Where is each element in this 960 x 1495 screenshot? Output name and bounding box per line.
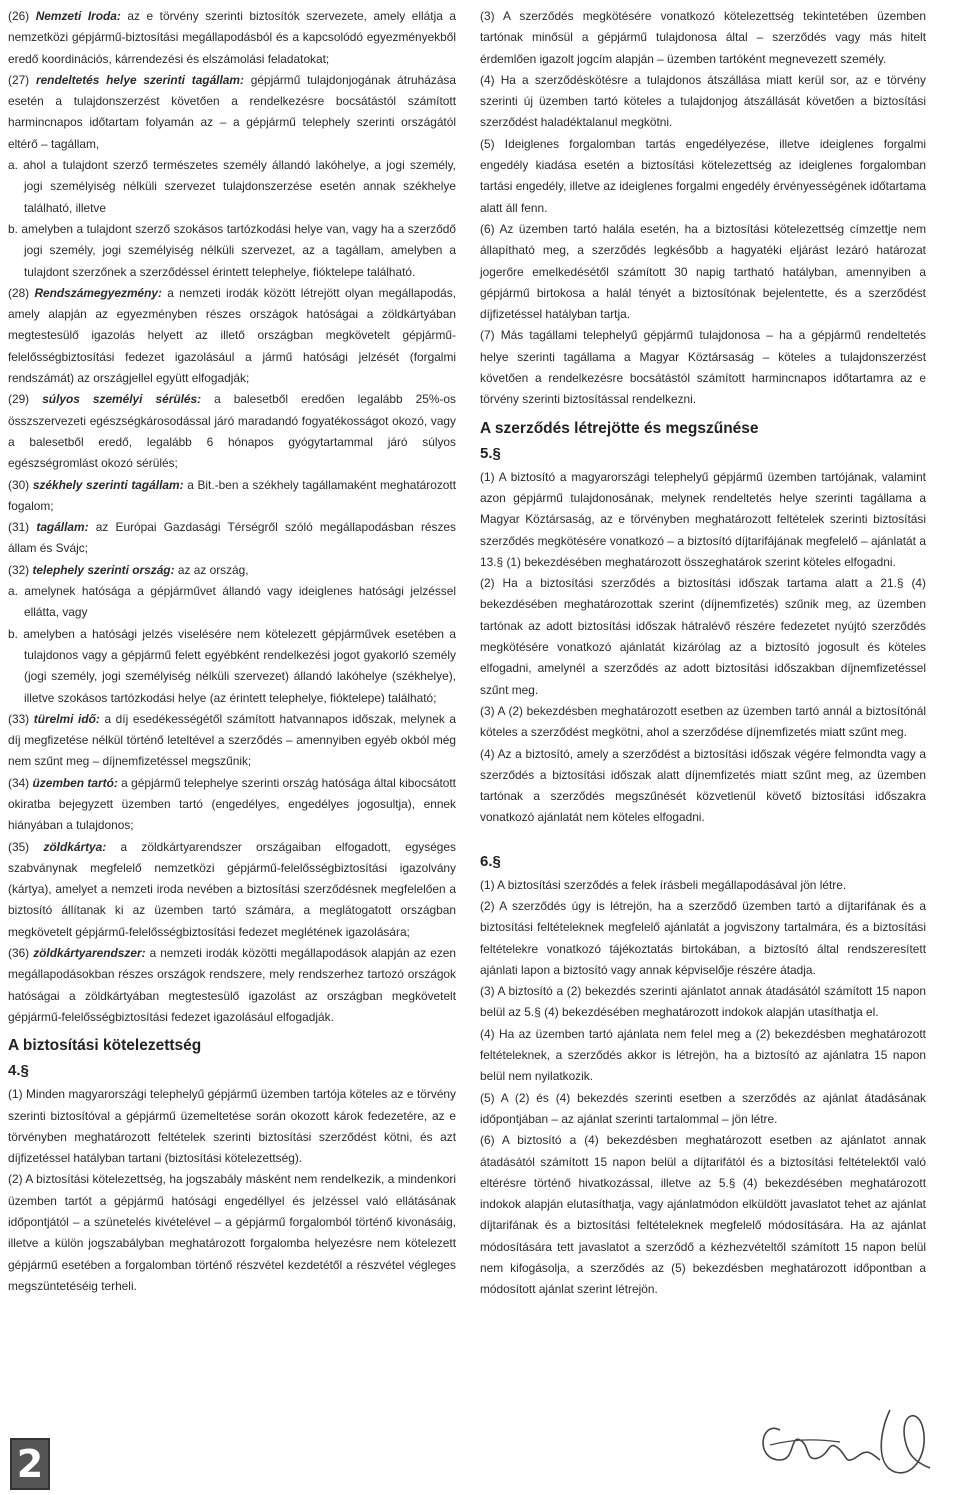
section-heading-insurance-obligation: A biztosítási kötelezettség xyxy=(8,1037,202,1055)
term: székhely szerinti tagállam: xyxy=(32,477,184,492)
paragraph-4-3: (3) A szerződés megkötésére vonatkozó kötelezettség tekintetében üzemben tartónak minősül a gépjármű tulajdonosa által – szerződés vagy más hitelt érdemlően igazolt jogcím alapján – üzemben tartóként megnevezett személy. xyxy=(480,9,926,66)
definition-30: (30) székhely szerinti tagállam: a Bit.-ben a székhely tagállamaként meghatározott fogalom; xyxy=(8,477,456,513)
paragraph-6-2: (2) A szerződés úgy is létrejön, ha a szerződő üzemben tartó a díjtarifának és a biztosítási feltételeknek megfelelő ajánlatát a jogviszony tartalmára, és a biztosítási feltételekre vonatkozó tájékoztatás birtokában, a biztosító által rendszeresített ajánlati lapon a biztosító vagy annak képviselője részére átadja. xyxy=(480,898,926,977)
page-number: 2 xyxy=(10,1438,50,1490)
paragraph-6-5: (5) A (2) és (4) bekezdés szerinti esetben a szerződés az ajánlat átadásának időpontjában – az ajánlat szerinti tartalommal – jön létre. xyxy=(480,1090,926,1126)
definition-32-b: b. amelyben a hatósági jelzés viselésére nem kötelezett gépjárművek esetében a tulajdonos vagy a gépjármű felett egyébként rendelkezési jogot gyakorló személy (jogi személy, jogi személyiség nélküli szervezet) állandó lakóhelye (székhelye), illetve szokásos tartózkodási helye (az érintett telephelye, fióktelepe) található; xyxy=(8,626,456,705)
definition-35: (35) zöldkártya: a zöldkártyarendszer országaiban elfogadott, egységes szabványnak megfelelő nemzetközi gépjármű-felelősségbiztosítási igazolvány (kártya), amelyet a nemzeti iroda nevében a biztosítási szerződésnek megfelelően a biztosító állítanak ki az üzemben tartó számára, a meglátogatott országban megkövetelt gépjármű-felelősségbiztosítási fedezet meglétének igazolására; xyxy=(8,839,456,939)
paragraph-4-4: (4) Ha a szerződéskötésre a tulajdonos átszállása miatt kerül sor, az e törvény szerinti új üzemben tartó köteles a tulajdonjog átszállását követően a biztosítási szerződést haladéktalanul megkötni. xyxy=(480,72,926,130)
paragraph-4-5: (5) Ideiglenes forgalomban tartás engedélyezése, illetve ideiglenes forgalmi engedély kiadása esetén a biztosítási kötelezettség az ideiglenes forgalomban tartási engedély, illetve az ideiglenes forgalmi engedély érvényességének időtartama alatt áll fenn. xyxy=(480,136,926,215)
definition-27-a: a. ahol a tulajdont szerző természetes személy állandó lakóhelye, a jogi személy, jogi személyiség nélküli szervezet tulajdonszerzése esetén annak székhelye található, illetve xyxy=(8,158,456,215)
section-heading-contract: A szerződés létrejötte és megszűnése xyxy=(480,419,759,437)
definition-33: (33) türelmi idő: a díj esedékességétől számított hatvannapos időszak, melynek a díj megfizetése nélkül történő leteltével a szerződés – amennyiben egyéb okból még nem szűnt meg – díjnemfizetéssel megszűnik; xyxy=(8,711,456,769)
section-number-6: 6.§ xyxy=(480,852,501,870)
paragraph-5-1: (1) A biztosító a magyarországi telephelyű gépjármű üzemben tartójának, valamint azon gépjármű tulajdonosának, melynek rendeltetés helye szerinti tagállama a Magyar Köztársaság, az e törvényben meghatározott feltételek szerinti biztosítási szerződés megkötésére vonatkozó – a biztosító díjtarifájának megfelelő – ajánlatát a 13.§ (1) bekezdésében meghatározott összeghatárok szerint köteles elfogadni. xyxy=(480,469,926,569)
paragraph-6-3: (3) A biztosító a (2) bekezdés szerinti ajánlatot annak átadásától számított 15 napon belül az 5.§ (4) bekezdésében meghatározott indokok alapján utasíthatja el. xyxy=(480,984,926,1020)
paragraph-6-1: (1) A biztosítási szerződés a felek írásbeli megállapodásával jön létre. xyxy=(480,877,847,892)
definition-26: (26) Nemzeti Iroda: az e törvény szerinti biztosítók szervezete, amely ellátja a nemzetközi gépjármű-biztosítási megállapodásból és a kapcsolódó egyezményekből eredő koordinációs, kárrendezési és elszámolási feladatokat; xyxy=(8,9,456,66)
term: rendeltetés helye szerinti tagállam: xyxy=(35,72,244,87)
paragraph-4-1: (1) Minden magyarországi telephelyű gépjármű üzemben tartója köteles az e törvény szerinti biztosítóval a gépjármű üzemeltetése során okozott károk fedezetére, az e törvényben meghatározott feltételek szerinti biztosítási szerződést kötni, és azt díjfizetéssel hatályban tartani (biztosítási kötelezettség). xyxy=(8,1087,456,1166)
definition-29: (29) súlyos személyi sérülés: a balesetből eredően legalább 25%-os összszervezeti egészségkárosodással járó maradandó fogyatékosságot okozó, vagy a balesetből eredő, legalább 6 hónapos gyógytartammal járó súlyos egészségromlást okozó sérülés; xyxy=(8,392,456,471)
spacer xyxy=(480,829,926,851)
term: Rendszámegyezmény: xyxy=(34,285,162,300)
paragraph-5-4: (4) Az a biztosító, amely a szerződést a biztosítási időszak végére felmondta vagy a szerződés a biztosítási időszak alatt díjnemfizetés miatt szűnt meg, az üzemben tartónak a szerződés megszűnését közvetlenül követő biztosítási időszakra vonatkozó ajánlatát nem köteles elfogadni. xyxy=(480,746,926,825)
definition-32: (32) telephely szerinti ország: az az ország, xyxy=(8,562,249,577)
term: türelmi idő: xyxy=(33,711,100,726)
definition-31: (31) tagállam: az Európai Gazdasági Térségről szóló megállapodásban részes állam és Svájc; xyxy=(8,520,456,556)
paragraph-4-7: (7) Más tagállami telephelyű gépjármű tulajdonosa – ha a gépjármű rendeltetés helye szerinti tagállama a Magyar Köztársaság – köteles a tulajdonszerzést követően a rendelkezésre bocsátástól számított harmincnapos időtartamra az e törvény szerinti biztosítással rendelkezni. xyxy=(480,328,926,407)
paragraph-4-6: (6) Az üzemben tartó halála esetén, ha a biztosítási kötelezettség címzettje nem állapítható meg, a szerződés legkésőbb a hagyatéki eljárást lezáró határozat jogerőre emelkedésétől számított 30 napig tartható hatályban, amennyiben a gépjármű birtokosa a halál tényét a biztosítónak bejelentette, és a szerződést díjfizetéssel hatályban tartja. xyxy=(480,221,926,322)
paragraph-6-6: (6) A biztosító a (4) bekezdésben meghatározott esetben az ajánlatot annak átadásától számított 15 napon belül a díjtarifától és a biztosítási feltételektől való eltérésre történő hivatkozással, illetve az 5.§ (4) bekezdésében meghatározott indokok alapján elutasíthatja, vagy ajánlatmódon elküldött javaslatot tehet az ajánlat díjtarifának és a biztosítási feltételeknek megfelelő módosítására. Ha az ajánlat módosítására tett javaslatot a szerződő a kézhezvételtől számított 15 napon belül nem kifogásolja, a szerződés az (5) bekezdésben meghatározott időpontban a módosított ajánlat szerint létrejön. xyxy=(480,1133,926,1297)
definition-27: (27) rendeltetés helye szerinti tagállam: gépjármű tulajdonjogának átruházása esetén a tulajdonszerzést követően a rendelkezésre bocsátástól számított harmincnapos időtartam folyamán az – a gépjármű telephely szerinti országától eltérő – tagállam, xyxy=(8,72,456,151)
signature xyxy=(740,1390,940,1490)
term: zöldkártya: xyxy=(43,839,107,854)
definition-28: (28) Rendszámegyezmény: a nemzeti irodák között létrejött olyan megállapodás, amely alapján az egyezményben részes országok hatóságai a zöldkártyában megtestesülő igazolás helyett az illető országban megkövetelt gépjármű-felelősségbiztosítási fedezet igazolásául a jármű hatósági jelzését (forgalmi rendszámát) az országjellel együtt elfogadják; xyxy=(8,285,456,386)
right-column xyxy=(480,6,926,1301)
term: üzemben tartó: xyxy=(32,775,118,790)
term: zöldkártyarendszer: xyxy=(33,946,146,961)
section-number-4: 4.§ xyxy=(8,1062,29,1080)
term: tagállam: xyxy=(36,520,89,535)
paragraph-5-2: (2) Ha a biztosítási szerződés a biztosítási időszak tartama alatt a 21.§ (4) bekezdésében meghatározottak szerint (díjnemfizetés) szűnik meg, az üzemben tartónak az adott biztosítási időszak hátralévő részére fedezetet nyújtó szerződés megkötésére vonatkozó ajánlatát kizárólag az a biztosító jogosult és köteles elfogadni, amelynél a szerződés az adott biztosítási időszakban díjnemfizetéssel szűnt meg. xyxy=(480,576,926,697)
term: Nemzeti Iroda: xyxy=(35,9,121,23)
paragraph-6-4: (4) Ha az üzemben tartó ajánlata nem felel meg a (2) bekezdésben meghatározott feltételeknek, a szerződés akkor is létrejön, ha a biztosító az ajánlatra 15 napon belül nem nyilatkozik. xyxy=(480,1026,926,1084)
definition-32-a: a. amelynek hatósága a gépjárművet állandó vagy ideiglenes hatósági jelzéssel ellátta, vagy xyxy=(8,584,456,620)
term: súlyos személyi sérülés: xyxy=(42,392,202,407)
definition-36: (36) zöldkártyarendszer: a nemzeti irodák közötti megállapodások alapján az ezen megállapodásokban részes országok rendszere, mely rendszerhez tartozó országok hatóságai a zöldkártyában megtestesülő igazolást az országban megkövetelt gépjármű-felelősségbiztosítási fedezet igazolásául elfogadják. xyxy=(8,946,456,1024)
definition-27-b: b. amelyben a tulajdont szerző szokásos tartózkodási helye van, vagy ha a szerződő jogi személy, jogi személyiség nélküli szervezet, az a tagállam, amelyben a tulajdont szerzőnek a szerződéssel érintett telephelye, fióktelepe található. xyxy=(8,221,456,279)
section-number-5: 5.§ xyxy=(480,444,501,462)
left-column xyxy=(8,6,456,1297)
definition-34: (34) üzemben tartó: a gépjármű telephelye szerinti ország hatósága által kibocsátott okiratba bejegyzett üzemben tartó (engedélyes, engedélyes jogosultja), ennek hiányában a tulajdonos; xyxy=(8,775,456,833)
term: telephely szerinti ország: xyxy=(32,562,175,577)
paragraph-4-2: (2) A biztosítási kötelezettség, ha jogszabály másként nem rendelkezik, a mindenkori üzemben tartót a gépjármű hatósági engedéllyel és jelzéssel való ellátásának időpontjától – a szünetelés kivételével – a gépjármű forgalomból történő kivonásáig, illetve a külön jogszabályban meghatározott forgalomba helyezésre nem kötelezett gépjármű esetében a forgalomban történő részvétel kezdetétől a részvétel végleges megszüntetéséig terheli. xyxy=(8,1172,456,1293)
paragraph-5-3: (3) A (2) bekezdésben meghatározott esetben az üzemben tartó annál a biztosítónál köteles a szerződést megkötni, ahol a szerződése díjnemfizetés miatt szűnt meg. xyxy=(480,703,926,740)
